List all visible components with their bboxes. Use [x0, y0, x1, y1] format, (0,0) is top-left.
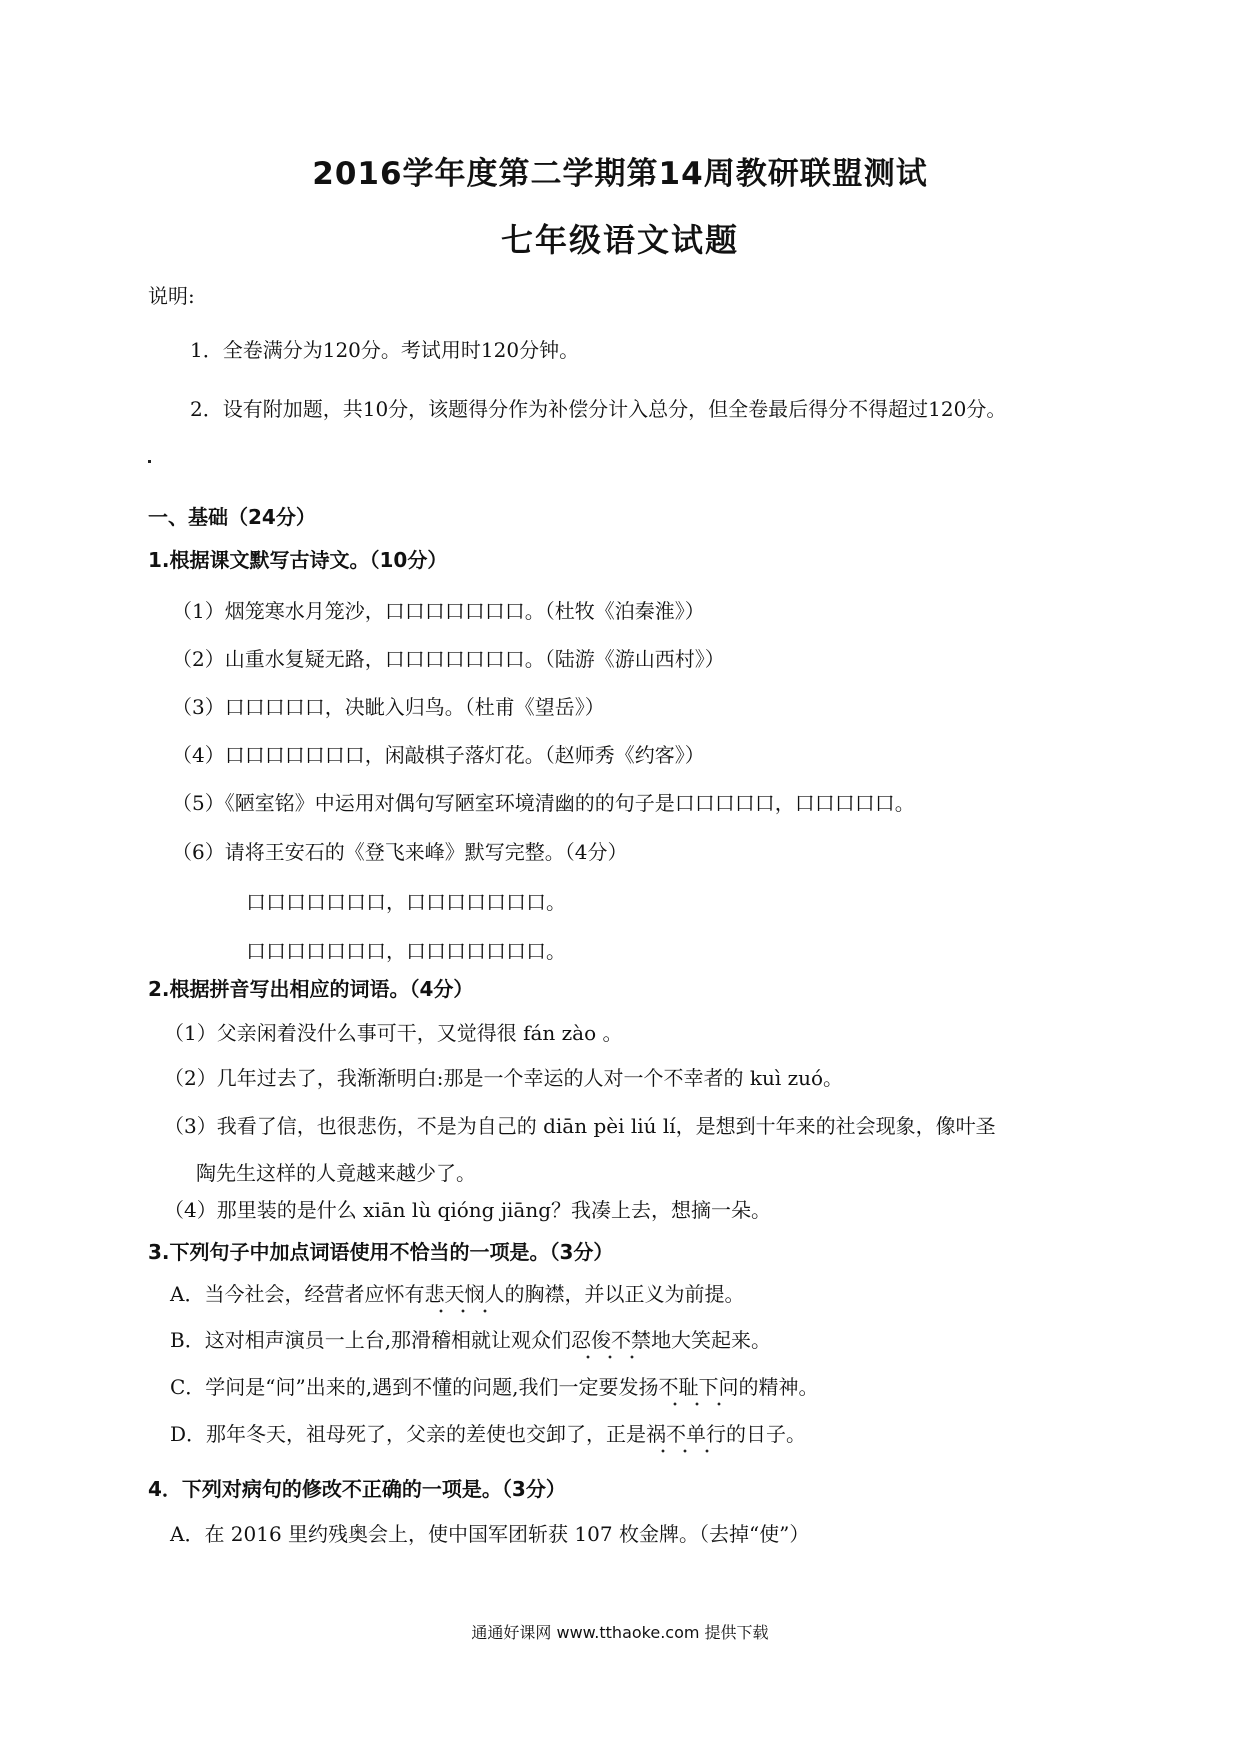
- option-text: C．学问是“问”出来的,遇到不懂的问题,我们一定要发扬: [170, 1375, 659, 1399]
- question-item: （4）口口口口口口口，闲敲棋子落灯花。（赵师秀《约客》）: [172, 743, 705, 767]
- option-text: 的日子。: [726, 1422, 807, 1446]
- question-item: （3）我看了信，也很悲伤，不是为自己的 diān pèi liú lí，是想到十年来的社会现象，像叶圣: [164, 1114, 996, 1138]
- option-b: [170, 1326, 771, 1354]
- section-heading: 一、基础（24分）: [148, 505, 316, 529]
- question-item: （1）父亲闲着没什么事可干，又觉得很 fán zào 。: [164, 1021, 623, 1045]
- stray-mark: [148, 460, 151, 463]
- option-c: [170, 1373, 818, 1401]
- dotted-word: 悲天悯人: [424, 1282, 505, 1306]
- footer-source: 通通好课网 www.tthaoke.com 提供下载: [471, 1623, 769, 1642]
- question-item: （2）山重水复疑无路，口口口口口口口。（陆游《游山西村》）: [172, 647, 725, 671]
- instruction-item: 1．全卷满分为120分。考试用时120分钟。: [190, 338, 580, 362]
- option-text: 的胸襟，并以正义为前提。: [504, 1282, 745, 1306]
- instruction-item: 2．设有附加题，共10分，该题得分作为补偿分计入总分，但全卷最后得分不得超过120分。: [190, 397, 1007, 421]
- question-heading: 1.根据课文默写古诗文。（10分）: [148, 548, 448, 572]
- dotted-word: 祸不单行: [646, 1422, 727, 1446]
- question-item: （3）口口口口口，决眦入归鸟。（杜甫《望岳》）: [172, 695, 605, 719]
- option-text: 的精神。: [738, 1375, 819, 1399]
- question-item: （2）几年过去了，我渐渐明白:那是一个幸运的人对一个不幸者的 kuì zuó。: [164, 1066, 844, 1090]
- question-heading: 3.下列句子中加点词语使用不恰当的一项是。（3分）: [148, 1240, 614, 1264]
- option-text: D．那年冬天，祖母死了，父亲的差使也交卸了，正是: [170, 1422, 647, 1446]
- question-item: （5）《陋室铭》中运用对偶句写陋室环境清幽的的句子是口口口口口，口口口口口。: [172, 791, 915, 815]
- option-text: 地大笑起来。: [651, 1328, 772, 1352]
- poem-line: 口口口口口口口，口口口口口口口。: [246, 890, 566, 914]
- page-title: 2016学年度第二学期第14周教研联盟测试: [312, 156, 928, 192]
- question-heading: 2.根据拼音写出相应的词语。（4分）: [148, 977, 474, 1001]
- option-a: A．在 2016 里约残奥会上，使中国军团斩获 107 枚金牌。（去掉“使”）: [170, 1522, 810, 1546]
- question-item: （6）请将王安石的《登飞来峰》默写完整。（4分）: [172, 840, 628, 864]
- option-a: [170, 1280, 744, 1308]
- option-d: [170, 1420, 806, 1448]
- page-subtitle: 七年级语文试题: [500, 221, 739, 259]
- option-text: A．当今社会，经营者应怀有: [170, 1282, 425, 1306]
- instructions-label: 说明:: [148, 284, 195, 308]
- question-heading: 4．下列对病句的修改不正确的一项是。（3分）: [148, 1477, 566, 1501]
- question-item: （4）那里装的是什么 xiān lù qióng jiāng？我凑上去，想摘一朵。: [164, 1198, 772, 1222]
- question-item-continuation: 陶先生这样的人竟越来越少了。: [196, 1161, 476, 1185]
- poem-line: 口口口口口口口，口口口口口口口。: [246, 939, 566, 963]
- option-text: B．这对相声演员一上台,那滑稽相就让观众们: [170, 1328, 572, 1352]
- dotted-word: 忍俊不禁: [571, 1328, 652, 1352]
- question-item: （1）烟笼寒水月笼沙，口口口口口口口。（杜牧《泊秦淮》）: [172, 599, 705, 623]
- dotted-word: 不耻下问: [658, 1375, 739, 1399]
